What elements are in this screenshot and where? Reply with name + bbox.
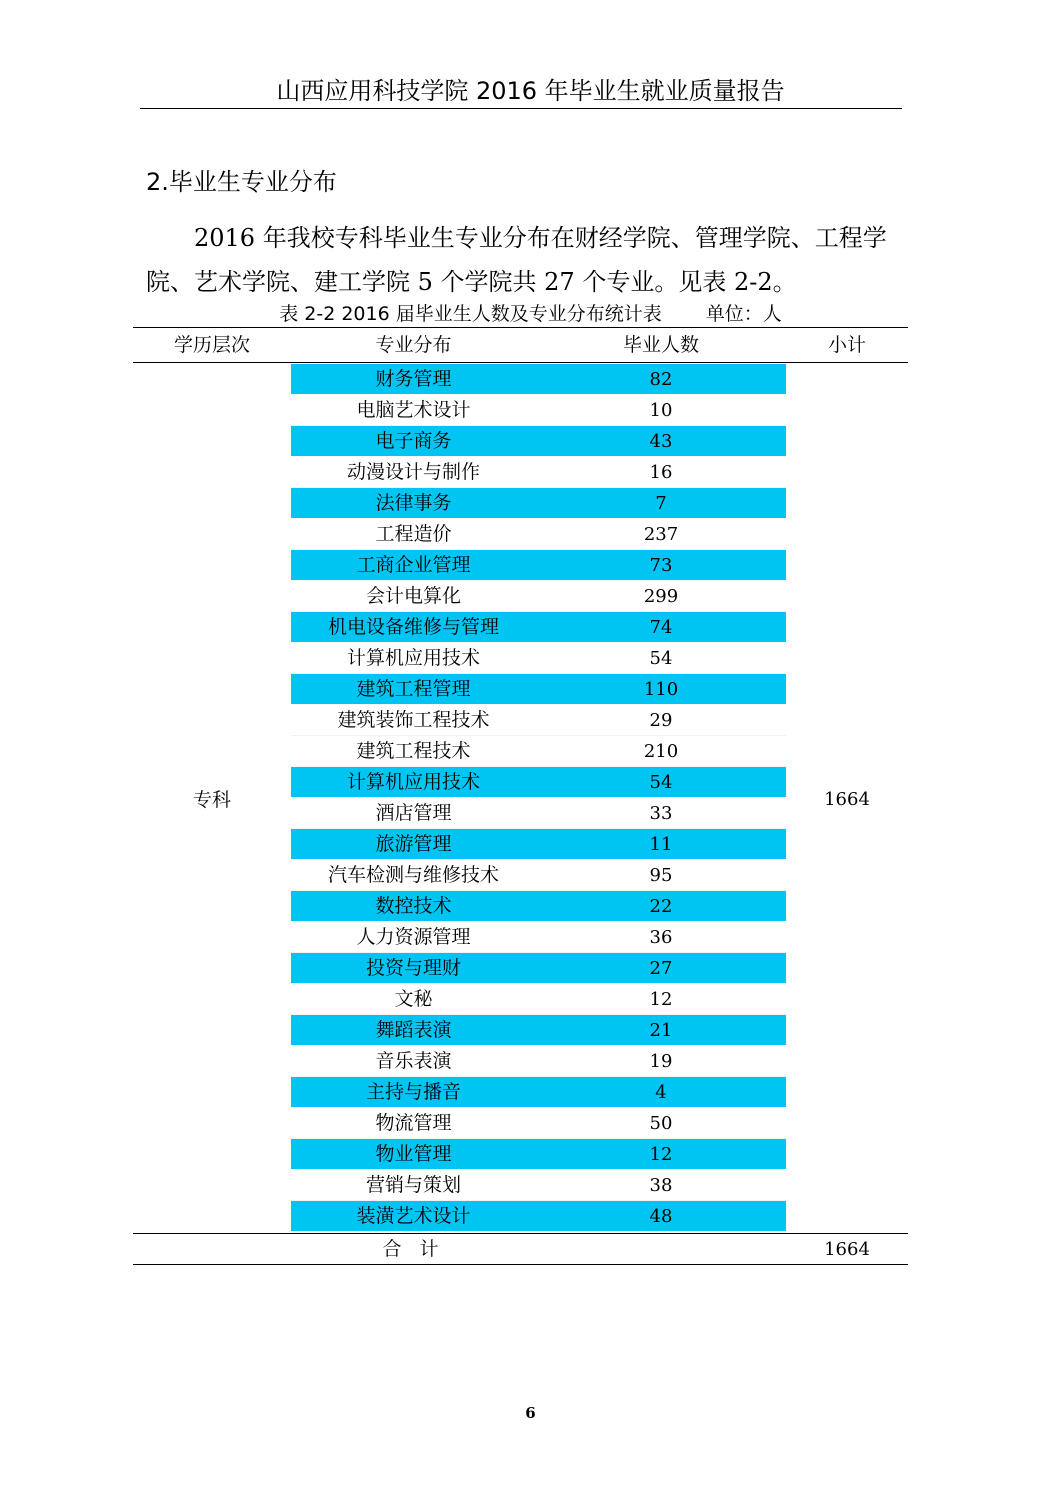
section-heading: 2.毕业生专业分布 xyxy=(146,168,337,196)
table-row xyxy=(291,1201,786,1232)
table-row xyxy=(291,426,786,457)
table-row xyxy=(291,364,786,395)
major-name-cell: 会计电算化 xyxy=(291,581,536,612)
graduate-count-cell: 33 xyxy=(536,798,786,829)
table-unit: 单位：人 xyxy=(705,303,782,325)
table-body-rule xyxy=(133,1233,908,1234)
table-row xyxy=(291,1108,786,1139)
graduate-count-cell: 210 xyxy=(536,736,786,767)
table-row xyxy=(291,1170,786,1201)
major-name-cell: 电子商务 xyxy=(291,426,536,457)
total-label: 合 计 xyxy=(382,1238,445,1260)
major-name-cell: 人力资源管理 xyxy=(291,922,536,953)
table-row xyxy=(291,519,786,550)
total-value: 1664 xyxy=(824,1239,870,1260)
graduate-count-cell: 50 xyxy=(536,1108,786,1139)
major-name-cell: 投资与理财 xyxy=(291,953,536,984)
graduate-count-cell: 4 xyxy=(536,1077,786,1108)
graduate-count-cell: 29 xyxy=(536,705,786,736)
document-header-title: 山西应用科技学院 2016 年毕业生就业质量报告 xyxy=(276,77,785,105)
graduate-count-cell: 237 xyxy=(536,519,786,550)
graduate-count-cell: 36 xyxy=(536,922,786,953)
column-header-subtotal: 小计 xyxy=(827,334,866,356)
major-name-cell: 计算机应用技术 xyxy=(291,643,536,674)
table-header-rule xyxy=(133,362,908,363)
table-row xyxy=(291,643,786,674)
graduate-count-cell: 10 xyxy=(536,395,786,426)
table-row xyxy=(291,395,786,426)
table-row xyxy=(291,1015,786,1046)
subtotal-cell: 1664 xyxy=(824,789,870,810)
table-row xyxy=(291,736,786,767)
graduate-count-cell: 11 xyxy=(536,829,786,860)
major-name-cell: 装潢艺术设计 xyxy=(291,1201,536,1232)
graduate-count-cell: 43 xyxy=(536,426,786,457)
table-row xyxy=(291,767,786,798)
table-row xyxy=(291,922,786,953)
graduate-count-cell: 54 xyxy=(536,767,786,798)
table-row xyxy=(291,1077,786,1108)
paragraph-line-1: 2016 年我校专科毕业生专业分布在财经学院、管理学院、工程学 xyxy=(194,224,887,252)
table-row xyxy=(291,581,786,612)
graduate-count-cell: 12 xyxy=(536,1139,786,1170)
major-name-cell: 物业管理 xyxy=(291,1139,536,1170)
major-name-cell: 酒店管理 xyxy=(291,798,536,829)
table-row xyxy=(291,984,786,1015)
education-level-cell: 专科 xyxy=(192,789,231,811)
table-row xyxy=(291,488,786,519)
table-row xyxy=(291,829,786,860)
major-rows xyxy=(291,364,786,1232)
graduate-count-cell: 7 xyxy=(536,488,786,519)
table-row xyxy=(291,457,786,488)
major-name-cell: 电脑艺术设计 xyxy=(291,395,536,426)
major-name-cell: 机电设备维修与管理 xyxy=(291,612,536,643)
major-name-cell: 动漫设计与制作 xyxy=(291,457,536,488)
page-number: 6 xyxy=(525,1404,536,1422)
graduate-count-cell: 21 xyxy=(536,1015,786,1046)
major-name-cell: 建筑工程管理 xyxy=(291,674,536,705)
table-row xyxy=(291,1046,786,1077)
paragraph-line-2: 院、艺术学院、建工学院 5 个学院共 27 个专业。见表 2-2。 xyxy=(146,268,797,296)
graduate-count-cell: 82 xyxy=(536,364,786,395)
graduate-count-cell: 12 xyxy=(536,984,786,1015)
graduate-count-cell: 299 xyxy=(536,581,786,612)
table-caption xyxy=(0,301,1061,327)
graduate-count-cell: 22 xyxy=(536,891,786,922)
major-name-cell: 建筑工程技术 xyxy=(291,736,536,767)
graduate-count-cell: 95 xyxy=(536,860,786,891)
major-name-cell: 物流管理 xyxy=(291,1108,536,1139)
major-name-cell: 文秘 xyxy=(291,984,536,1015)
major-name-cell: 音乐表演 xyxy=(291,1046,536,1077)
table-row xyxy=(291,891,786,922)
column-header-count: 毕业人数 xyxy=(622,334,699,356)
graduate-count-cell: 16 xyxy=(536,457,786,488)
major-name-cell: 建筑装饰工程技术 xyxy=(291,705,536,736)
major-name-cell: 汽车检测与维修技术 xyxy=(291,860,536,891)
table-bottom-rule xyxy=(133,1264,908,1265)
table-row xyxy=(291,953,786,984)
table-row xyxy=(291,612,786,643)
graduate-count-cell: 27 xyxy=(536,953,786,984)
major-name-cell: 法律事务 xyxy=(291,488,536,519)
major-name-cell: 财务管理 xyxy=(291,364,536,395)
major-name-cell: 工商企业管理 xyxy=(291,550,536,581)
graduate-count-cell: 73 xyxy=(536,550,786,581)
table-row xyxy=(291,860,786,891)
major-name-cell: 计算机应用技术 xyxy=(291,767,536,798)
table-row xyxy=(291,705,786,736)
column-header-level: 学历层次 xyxy=(173,334,250,356)
table-top-rule xyxy=(133,327,908,328)
graduate-count-cell: 110 xyxy=(536,674,786,705)
major-name-cell: 主持与播音 xyxy=(291,1077,536,1108)
major-name-cell: 旅游管理 xyxy=(291,829,536,860)
table-row xyxy=(291,674,786,705)
column-header-major: 专业分布 xyxy=(375,334,452,356)
major-name-cell: 舞蹈表演 xyxy=(291,1015,536,1046)
major-name-cell: 营销与策划 xyxy=(291,1170,536,1201)
graduate-count-cell: 19 xyxy=(536,1046,786,1077)
table-row xyxy=(291,1139,786,1170)
graduate-count-cell: 54 xyxy=(536,643,786,674)
graduate-count-cell: 38 xyxy=(536,1170,786,1201)
major-name-cell: 数控技术 xyxy=(291,891,536,922)
table-row xyxy=(291,798,786,829)
major-name-cell: 工程造价 xyxy=(291,519,536,550)
graduate-count-cell: 48 xyxy=(536,1201,786,1232)
table-row xyxy=(291,550,786,581)
table-caption-title: 表 2-2 2016 届毕业生人数及专业分布统计表 xyxy=(279,303,662,325)
graduate-count-cell: 74 xyxy=(536,612,786,643)
header-divider xyxy=(140,108,902,109)
